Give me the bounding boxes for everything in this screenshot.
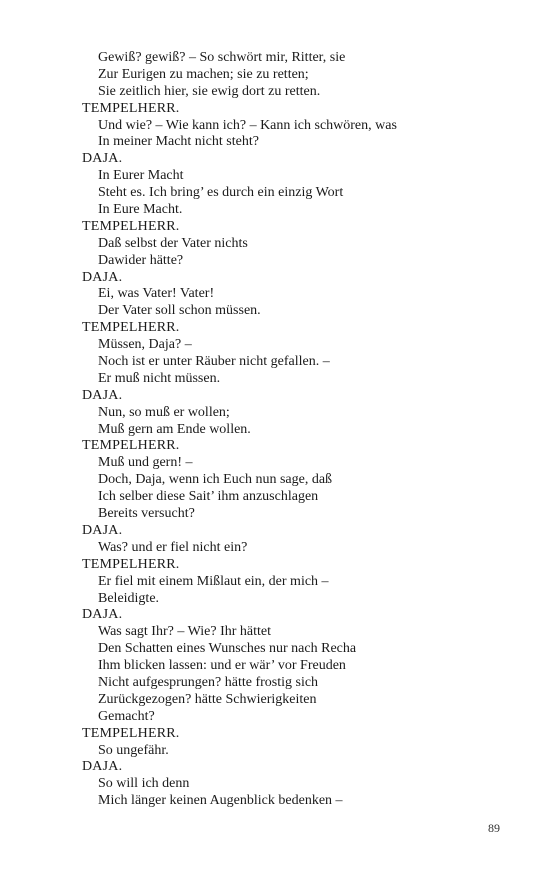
- verse-line: Nicht aufgesprungen? hätte frostig sich: [98, 674, 319, 690]
- speaker-name: DAJA.: [82, 387, 123, 403]
- verse-line: So ungefähr.: [98, 742, 169, 758]
- verse-line: Steht es. Ich bring’ es durch ein einzig Wort: [98, 185, 344, 201]
- speaker-name: DAJA.: [82, 269, 123, 285]
- verse-line: Mich länger keinen Augenblick bedenken –: [98, 793, 343, 809]
- speaker-name: DAJA.: [82, 522, 123, 538]
- verse-line: Dawider hätte?: [98, 252, 184, 268]
- verse-line: Bereits versucht?: [98, 506, 195, 522]
- verse-line: Doch, Daja, wenn ich Euch nun sage, daß: [98, 472, 333, 488]
- verse-line: Er fiel mit einem Mißlaut ein, der mich –: [98, 573, 329, 589]
- verse-line: Was sagt Ihr? – Wie? Ihr hättet: [98, 624, 271, 640]
- verse-line: Sie zeitlich hier, sie ewig dort zu retten.: [98, 83, 321, 99]
- verse-line: Der Vater soll schon müssen.: [98, 303, 261, 319]
- verse-line: Ihm blicken lassen: und er wär’ vor Freuden: [98, 658, 346, 674]
- speaker-name: TEMPELHERR.: [82, 320, 180, 336]
- verse-line: Zurückgezogen? hätte Schwierigkeiten: [98, 691, 317, 707]
- verse-line: So will ich denn: [98, 776, 190, 792]
- speaker-name: TEMPELHERR.: [82, 438, 180, 454]
- verse-line: Muß gern am Ende wollen.: [98, 421, 251, 437]
- speaker-name: DAJA.: [82, 607, 123, 623]
- verse-line: Ei, was Vater! Vater!: [98, 286, 215, 302]
- verse-line: In Eure Macht.: [98, 202, 183, 218]
- verse-line: In Eurer Macht: [98, 168, 184, 184]
- verse-line: Daß selbst der Vater nichts: [98, 235, 248, 251]
- verse-line: Er muß nicht müssen.: [98, 370, 221, 386]
- verse-line: Gewiß? gewiß? – So schwört mir, Ritter, sie: [98, 50, 346, 65]
- verse-line: Gemacht?: [98, 708, 155, 724]
- verse-line: Beleidigte.: [98, 590, 160, 606]
- speaker-name: TEMPELHERR.: [82, 100, 180, 116]
- speaker-name: DAJA.: [82, 759, 123, 775]
- verse-line: Und wie? – Wie kann ich? – Kann ich schwören, was: [98, 117, 397, 133]
- page-number: 89: [488, 821, 500, 835]
- verse-line: In meiner Macht nicht steht?: [98, 134, 259, 150]
- verse-line: Nun, so muß er wollen;: [98, 404, 230, 420]
- verse-line: Zur Eurigen zu machen; sie zu retten;: [98, 66, 309, 82]
- verse-line: Was? und er fiel nicht ein?: [98, 539, 248, 555]
- verse-line: Den Schatten eines Wunsches nur nach Recha: [98, 641, 357, 657]
- verse-line: Muß und gern! –: [98, 455, 193, 471]
- speaker-name: DAJA.: [82, 151, 123, 167]
- verse-line: Ich selber diese Sait’ ihm anzuschlagen: [98, 489, 319, 505]
- speaker-name: TEMPELHERR.: [82, 218, 180, 234]
- play-text: [82, 50, 502, 810]
- speaker-name: TEMPELHERR.: [82, 556, 180, 572]
- verse-line: Noch ist er unter Räuber nicht gefallen. –: [98, 354, 330, 370]
- speaker-name: TEMPELHERR.: [82, 725, 180, 741]
- verse-line: Müssen, Daja? –: [98, 337, 192, 353]
